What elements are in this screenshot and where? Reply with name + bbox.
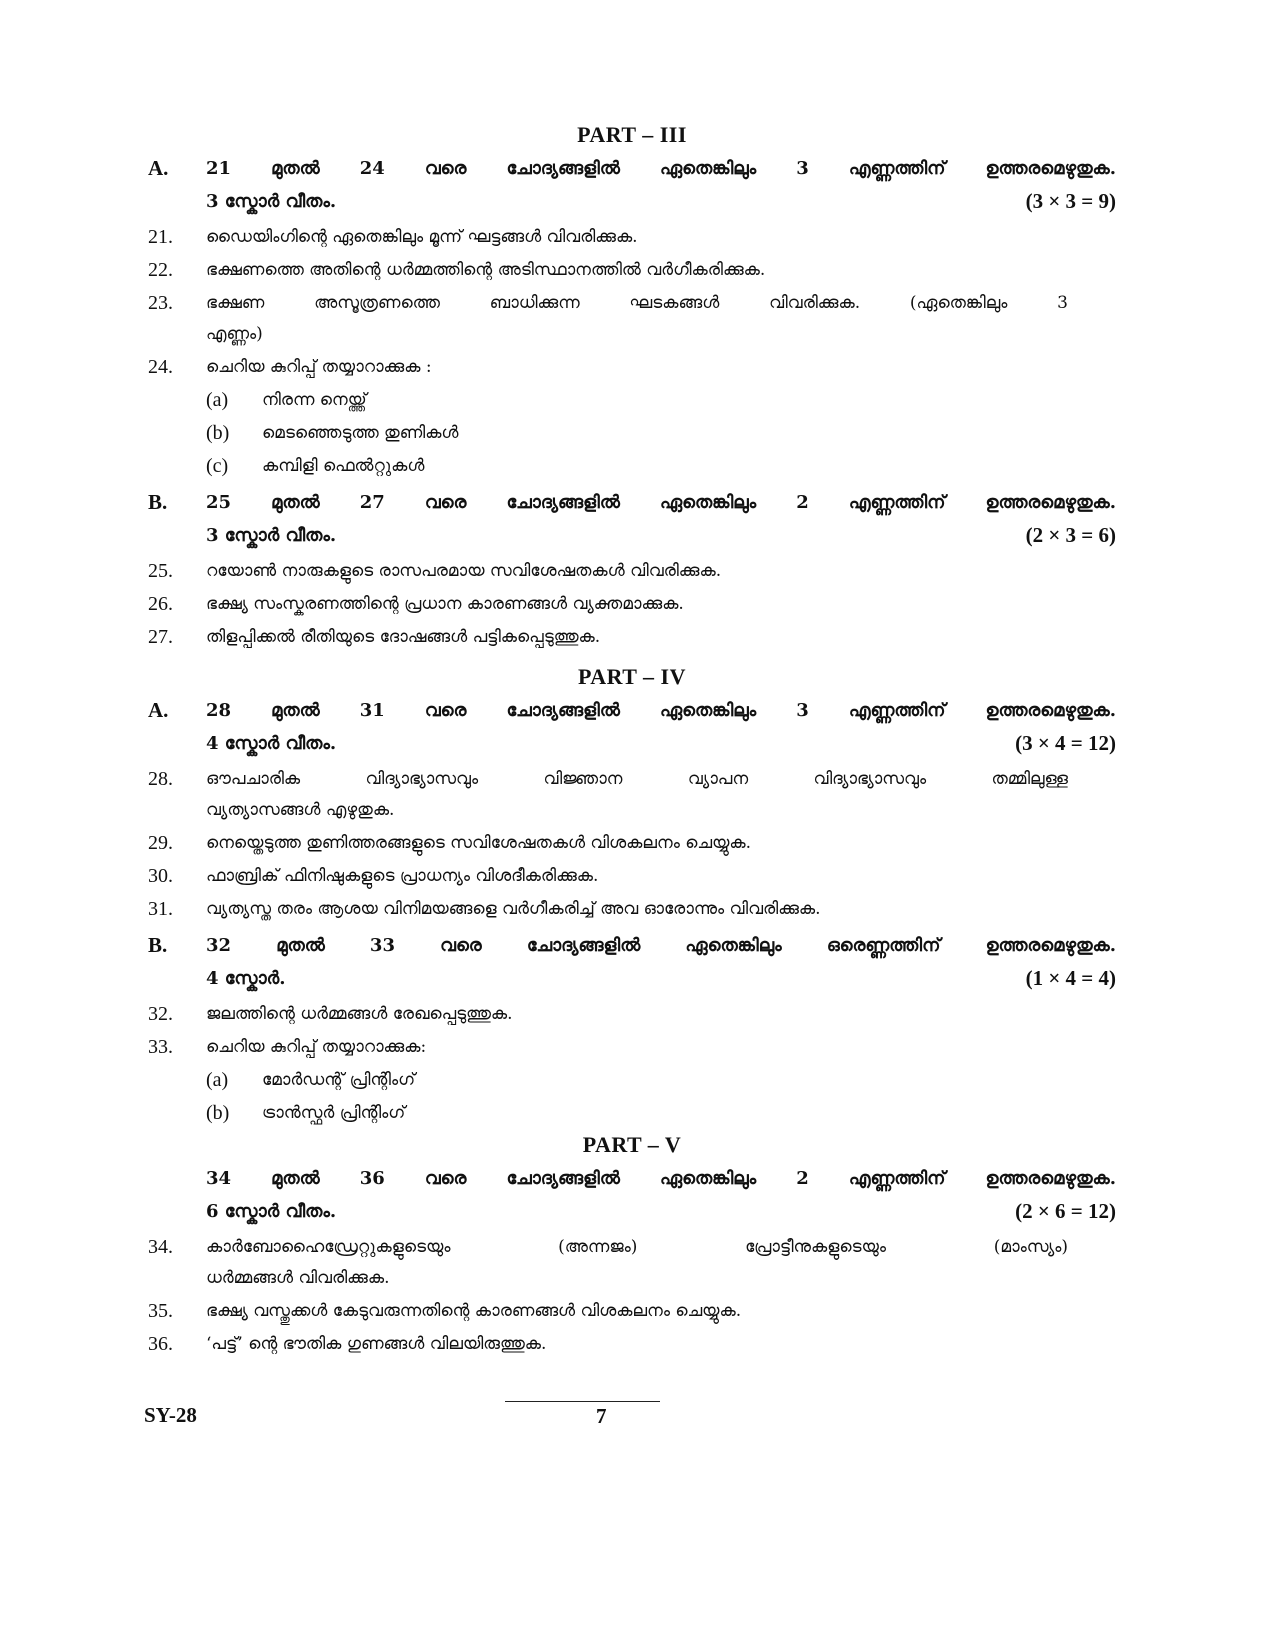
question-number: 24. [148,356,173,378]
sub-label: (b) [206,1102,230,1124]
section-letter: B. [148,933,168,957]
question-text: ഭക്ഷണത്തെ അതിന്റെ ധർമ്മത്തിന്റെ അടിസ്ഥാനത്തിൽ വർഗീകരിക്കുക. [206,260,766,280]
question-text: ഡൈയിംഗിന്റെ ഏതെങ്കിലും മൂന്ന് ഘട്ടങ്ങൾ വിവരിക്കുക. [206,227,638,247]
question-number: 27. [148,626,173,648]
question-number: 35. [148,1300,173,1322]
question-35 [148,1295,1116,1328]
question-33-sub-b [206,1097,1116,1130]
instruction-text: 21 മുതൽ 24 വരെ ചോദ്യങ്ങളിൽ ഏതെങ്കിലും 3 എണ്ണത്തിന് ഉത്തരമെഴുതുക. [206,158,1116,179]
sub-text: ട്രാൻസ്ഫർ പ്രിന്റിംഗ് [262,1103,406,1123]
question-34 [148,1231,1116,1295]
score-note: 3 സ്കോർ വീതം. [206,191,337,212]
sub-label: (a) [206,1069,229,1091]
question-number: 21. [148,226,173,248]
question-text: ഭക്ഷ്യ വസ്തുക്കൾ കേടുവരുന്നതിന്റെ കാരണങ്ങൾ വിശകലനം ചെയ്യുക. [206,1301,742,1321]
question-number: 22. [148,259,173,281]
question-number: 33. [148,1036,173,1058]
question-33 [148,1031,1116,1064]
question-number: 36. [148,1333,173,1355]
instruction-text: 28 മുതൽ 31 വരെ ചോദ്യങ്ങളിൽ ഏതെങ്കിലും 3 എണ്ണത്തിന് ഉത്തരമെഴുതുക. [206,700,1116,721]
footer-divider [505,1401,660,1402]
question-22 [148,254,1116,287]
question-number: 28. [148,768,173,790]
part-4-heading: PART – IV [577,664,687,689]
question-28 [148,763,1116,827]
section-letter: B. [148,490,168,514]
question-text: ഔപചാരിക വിദ്യാഭ്യാസവും വിജ്ഞാന വ്യാപന വിദ്യാഭ്യാസവും തമ്മിലുള്ള [206,769,1068,789]
question-25 [148,555,1116,588]
question-text: ജലത്തിന്റെ ധർമ്മങ്ങൾ രേഖപ്പെടുത്തുക. [206,1004,513,1024]
sub-label: (a) [206,389,229,411]
sub-text: മെടഞ്ഞെടുത്ത തുണികൾ [262,423,459,443]
paper-code: SY-28 [144,1403,197,1427]
question-text: ഭക്ഷണ അസൂത്രണത്തെ ബാധിക്കുന്ന ഘടകങ്ങൾ വിവരിക്കുക. (ഏതെങ്കിലും 3 [206,293,1068,313]
question-number: 23. [148,292,173,314]
question-21 [148,221,1116,254]
page-content [148,120,1116,1361]
question-23 [148,287,1116,351]
instruction-text: 34 മുതൽ 36 വരെ ചോദ്യങ്ങളിൽ ഏതെങ്കിലും 2 എണ്ണത്തിന് ഉത്തരമെഴുതുക. [206,1168,1116,1189]
question-number: 30. [148,865,173,887]
sub-label: (c) [206,455,229,477]
question-29 [148,827,1116,860]
part-4-section-b-instruction [148,929,1116,995]
question-30 [148,860,1116,893]
marks-formula: (2 × 6 = 12) [1015,1199,1116,1223]
question-33-sub-a [206,1064,1116,1097]
sub-text: നിരന്ന നെയ്ത്ത് [262,390,367,410]
sub-text: കമ്പിളി ഫെൽറ്റുകൾ [262,456,425,476]
question-text: ഭക്ഷ്യ സംസ്കരണത്തിന്റെ പ്രധാന കാരണങ്ങൾ വ്യക്തമാക്കുക. [206,594,684,614]
question-27 [148,621,1116,654]
part-5-heading: PART – V [582,1132,682,1157]
instruction-text: 32 മുതൽ 33 വരെ ചോദ്യങ്ങളിൽ ഏതെങ്കിലും ഒരെണ്ണത്തിന് ഉത്തരമെഴുതുക. [206,935,1116,956]
question-text: കാർബോഹൈഡ്രേറ്റുകളുടെയും (അന്നജം) പ്രോട്ടീനുകളുടെയും (മാംസ്യം) [206,1237,1068,1257]
question-text: ചെറിയ കുറിപ്പ് തയ്യാറാക്കുക: [206,1037,427,1057]
part-3-heading: PART – III [577,122,687,147]
page-number: 7 [596,1404,607,1428]
question-text: ഫാബ്രിക് ഫിനിഷുകളുടെ പ്രാധന്യം വിശദീകരിക്കുക. [206,866,599,886]
question-24 [148,351,1116,384]
part-3-section-b-instruction [148,486,1116,552]
question-text-continued: വ്യത്യാസങ്ങൾ എഴുതുക. [206,800,395,820]
sub-label: (b) [206,422,230,444]
section-letter: A. [148,698,169,722]
question-31 [148,893,1116,926]
section-letter: A. [148,156,169,180]
question-text: നെയ്തെടുത്ത തുണിത്തരങ്ങളുടെ സവിശേഷതകൾ വിശകലനം ചെയ്യുക. [206,833,752,853]
question-26 [148,588,1116,621]
marks-formula: (3 × 3 = 9) [1025,189,1116,213]
question-number: 31. [148,898,173,920]
question-number: 25. [148,560,173,582]
question-24-sub-a [206,384,1116,417]
part-5-instruction [148,1162,1116,1228]
part-4-section-a-instruction [148,694,1116,760]
question-24-sub-b [206,417,1116,450]
part-3-section-a-instruction [148,152,1116,218]
score-note: 4 സ്കോർ. [206,968,286,989]
score-note: 4 സ്കോർ വീതം. [206,733,337,754]
question-number: 29. [148,832,173,854]
question-24-sub-c [206,450,1116,483]
marks-formula: (2 × 3 = 6) [1025,523,1116,547]
question-text-continued: എണ്ണം) [206,324,263,344]
question-number: 32. [148,1003,173,1025]
question-number: 26. [148,593,173,615]
question-number: 34. [148,1236,173,1258]
score-note: 6 സ്കോർ വീതം. [206,1201,337,1222]
question-text: റയോൺ നാരുകളുടെ രാസപരമായ സവിശേഷതകൾ വിവരിക്കുക. [206,561,722,581]
question-text-continued: ധർമ്മങ്ങൾ വിവരിക്കുക. [206,1268,390,1288]
question-text: വ്യത്യസ്ത തരം ആശയ വിനിമയങ്ങളെ വർഗീകരിച്ച് അവ ഓരോന്നും വിവരിക്കുക. [206,899,821,919]
score-note: 3 സ്കോർ വീതം. [206,525,337,546]
question-36 [148,1328,1116,1361]
question-text: ചെറിയ കുറിപ്പ് തയ്യാറാക്കുക : [206,357,432,377]
sub-text: മോർഡന്റ് പ്രിന്റിംഗ് [262,1070,416,1090]
marks-formula: (3 × 4 = 12) [1015,731,1116,755]
question-text: ‘പട്ട്’ ന്റെ ഭൗതിക ഗുണങ്ങൾ വിലയിരുത്തുക. [206,1334,547,1354]
question-32 [148,998,1116,1031]
marks-formula: (1 × 4 = 4) [1025,966,1116,990]
question-text: തിളപ്പിക്കൽ രീതിയുടെ ദോഷങ്ങൾ പട്ടികപ്പെടുത്തുക. [206,627,601,647]
instruction-text: 25 മുതൽ 27 വരെ ചോദ്യങ്ങളിൽ ഏതെങ്കിലും 2 എണ്ണത്തിന് ഉത്തരമെഴുതുക. [206,492,1116,513]
